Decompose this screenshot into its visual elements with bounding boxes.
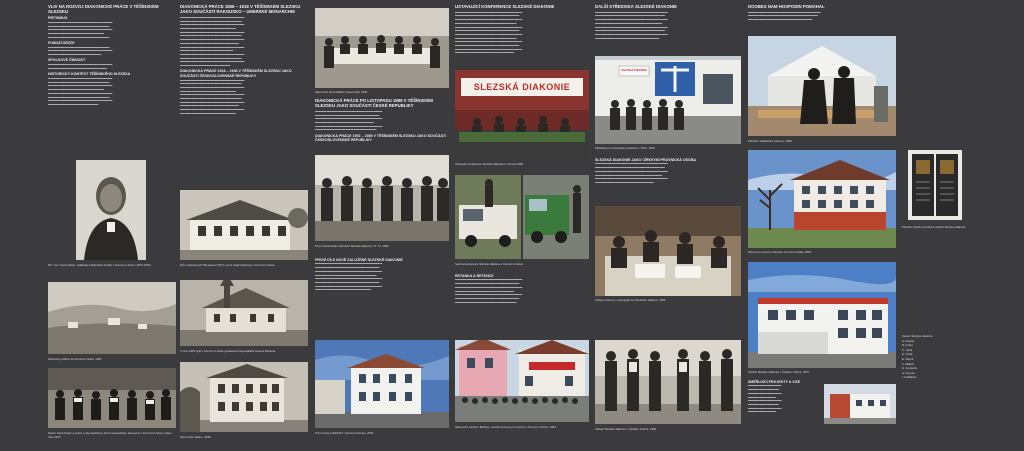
- list-item: C. Janik: [902, 347, 913, 352]
- founding-meeting-photo: [315, 155, 449, 241]
- church-photo: [180, 280, 308, 346]
- text-block: ▬▬▬▬▬▬▬▬▬▬▬▬▬▬▬▬▬▬▬▬▬▬▬▬▬▬ ▬▬▬▬▬▬▬▬▬▬▬▬▬▬▬▬▬▬▬▬▬▬▬▬▬ ▬▬▬▬▬▬▬▬▬▬▬▬▬▬▬▬▬▬▬▬▬▬▬▬▬▬ ▬▬▬▬▬▬▬▬▬▬▬▬▬▬▬▬▬▬▬▬▬▬▬▬ ▬▬▬▬▬▬▬▬▬▬▬▬▬▬▬▬▬▬▬▬▬▬▬▬▬▬ ▬▬▬▬▬▬▬▬▬▬▬▬▬▬▬▬▬▬▬▬▬▬▬▬▬ ▬▬▬▬▬▬▬▬▬▬▬▬▬▬▬▬▬▬▬▬▬▬▬▬▬▬ ▬▬▬▬▬▬▬▬▬▬▬▬▬▬▬▬▬▬▬▬▬▬▬: [595, 9, 668, 40]
- column-3-text: [315, 98, 449, 143]
- sign-text: SLEZSKÁ DIAKONIE: [621, 69, 647, 72]
- section-subtitle: SLEZSKÁ DIAKONIE JAKO CÍRKEVNÍ PRÁVNICKÁ OSOBA: [595, 157, 697, 162]
- column-4: [455, 0, 591, 451]
- column-3-text-2: [315, 256, 449, 292]
- section-title: DALŠÍ STŘEDISKA SLEZSKÉ DIAKONIE: [595, 4, 677, 9]
- photo-caption: Podpis smlouvy o spolupráci se Švédskou diakonií, 1993: [595, 298, 666, 302]
- photo-caption: Domov pro seniory Sarepta, Komorní Lhotka, 2004: [748, 250, 812, 254]
- section-title: DIAKONICKÁ PRÁCE 1856 – 1918 V TĚŠÍNSKÉM SLEZSKU JAKO SOUČÁSTI RAKOUSKO – UHERSKÉ MONARCHIE: [180, 4, 301, 15]
- list-item: F. Wałach: [902, 361, 915, 366]
- list-item: H. Kocyan: [902, 370, 915, 375]
- photo-caption: Pastor Karol Kulisz a sestry s obyvatelstvem před evangelickým domovem v Komorní Lhotce, kolem roku 1910: [48, 431, 172, 439]
- staff-group-photo: [595, 340, 741, 424]
- column-6-text: [748, 4, 896, 22]
- list-item: D. Polok: [902, 352, 913, 357]
- names-list: [902, 334, 966, 380]
- landscape-photo: [48, 282, 176, 354]
- column-5: [595, 0, 743, 451]
- photo-caption: První budova SDIAKO v Komorní Lhotce, 2003: [315, 431, 374, 435]
- photo-caption: Mic. Son. Karol Kulisz, zakladatel diakonické služby v Komorní Lhotce (1873-1940): [48, 263, 151, 267]
- column-1: [48, 0, 178, 451]
- section-subtitle: DIAKONICKÁ PRÁCE 1952 – 1989 V TĚŠÍNSKÉM SLEZSKU JAKO SOUČÁSTI ČESKOSLOVENSKÉ REPUBLIKY: [315, 133, 447, 143]
- portrait-photo: [76, 160, 146, 260]
- list-item: G. Konderla: [902, 366, 917, 371]
- headquarters-photo: [748, 262, 896, 368]
- column-4-text-2: [455, 272, 589, 304]
- column-2: [180, 0, 310, 451]
- column-6: [748, 0, 898, 451]
- section-subtitle: FUNDATORZZE: [48, 40, 75, 45]
- text-block: ▬▬▬▬▬▬▬▬▬▬▬▬▬▬▬▬▬▬▬▬▬▬▬▬▬▬ ▬▬▬▬▬▬▬▬▬▬▬▬▬▬▬▬▬▬▬▬▬▬▬▬▬ ▬▬▬▬▬▬▬▬▬▬▬▬▬▬▬▬▬▬▬▬▬▬▬▬▬▬ ▬▬▬▬▬▬▬▬▬▬▬▬▬▬▬▬▬▬▬▬▬▬▬▬ ▬▬▬▬▬▬▬▬▬▬▬▬▬▬▬▬▬▬▬▬▬▬▬▬▬▬ ▬▬▬▬▬▬▬▬▬▬▬▬▬▬▬▬▬▬▬▬▬: [595, 161, 668, 184]
- text-block: ▬▬▬▬▬▬▬▬▬▬▬▬▬▬▬▬▬▬▬▬▬▬▬ ▬▬▬▬▬▬▬▬▬▬▬▬▬▬▬▬▬▬▬▬▬: [48, 62, 113, 70]
- text-block: ▬▬▬▬▬▬▬▬▬▬▬▬▬▬▬▬▬▬▬▬▬▬ ▬▬▬▬▬▬▬▬▬▬▬▬▬▬▬▬▬▬▬▬▬▬▬ ▬▬▬▬▬▬▬▬▬▬▬▬▬▬▬▬▬▬▬: [48, 44, 113, 57]
- photo-caption: Historický pohled na Komorní Lhotku, 1903: [48, 357, 102, 361]
- plaque-photo: [908, 150, 962, 220]
- column-6-text-2: [748, 378, 818, 414]
- banner-text: SLEZSKÁ DIAKONIE: [473, 82, 571, 92]
- column-7: [902, 0, 968, 451]
- photo-caption: Středisko pro zdravotně postižené v Třinci, 1992: [595, 146, 655, 150]
- betanie-opening-photo: [455, 340, 589, 422]
- column-5-text-2: [595, 156, 741, 185]
- list-item: I. Kadłubiec: [902, 375, 917, 380]
- section-title: DIAKONICKÁ PRÁCE PO LISTOPADU 1989 V TĚŠÍNSKÉM SLEZSKU JAKO SOUČÁSTI ČESKÉ REPUBLIKY: [315, 98, 433, 109]
- list-item: A. Nowak: [902, 338, 914, 343]
- section-subtitle: SMĚŘUJÍCÍ PROJEKTY A VIZE: [748, 379, 801, 384]
- section-subtitle: PRVNÍ CÍLE NOVĚ ZALOŽENÉ SLEZSKÉ DIAKONIE: [315, 257, 403, 262]
- text-block: ▬▬▬▬▬▬▬▬▬▬▬▬▬▬▬▬▬▬▬▬▬▬▬▬ ▬▬▬▬▬▬▬▬▬▬▬▬▬▬▬▬▬▬▬▬▬▬▬ ▬▬▬▬▬▬▬▬▬▬▬▬▬▬▬▬▬▬▬▬▬▬▬▬ ▬▬▬▬▬▬▬▬▬▬▬▬▬▬▬▬▬▬▬▬▬▬ ▬▬▬▬▬▬▬▬▬▬▬▬▬▬▬▬▬▬▬▬▬▬▬▬ ▬▬▬▬▬▬▬▬▬▬▬▬▬▬▬▬▬▬▬▬▬▬▬ ▬▬▬▬▬▬▬▬▬▬▬▬▬▬▬▬▬▬▬▬▬▬▬▬ ▬▬▬▬▬▬▬▬▬▬▬▬▬▬▬▬▬▬▬▬▬▬ ▬▬▬▬▬▬▬▬▬▬▬▬▬▬▬▬▬▬▬▬▬▬▬▬ ▬▬▬▬▬▬▬▬▬▬▬▬▬▬▬▬▬▬▬▬▬▬▬ ▬▬▬▬▬▬▬▬▬▬▬▬▬▬▬▬▬▬▬▬▬▬▬▬ ▬▬▬▬▬▬▬▬▬▬▬▬▬▬▬▬▬▬▬▬▬: [455, 9, 523, 55]
- photo-caption: Sedmá konference Slezské diakonie v Komorní Lhotce: [455, 262, 523, 266]
- text-block: ▬▬▬▬▬▬▬▬▬▬▬▬▬▬▬▬▬▬▬▬▬▬▬▬ ▬▬▬▬▬▬▬▬▬▬▬▬▬▬▬▬▬▬▬▬▬▬▬ ▬▬▬▬▬▬▬▬▬▬▬▬▬▬▬▬▬▬▬▬▬▬▬▬ ▬▬▬▬▬▬▬▬▬▬▬▬▬▬▬▬▬▬▬▬▬ ▬▬▬▬▬▬▬▬▬▬▬▬▬▬▬▬▬▬▬▬▬▬▬▬ ▬▬▬▬▬▬▬▬▬▬▬▬▬▬▬▬▬▬▬▬▬▬▬ ▬▬▬▬▬▬▬▬▬▬▬▬▬▬▬▬▬▬▬▬▬▬: [455, 277, 523, 304]
- column-1-text: [48, 4, 176, 107]
- ceremony-photo: [748, 36, 896, 136]
- section-subtitle: SPOLKOVÉ ČINNOST: [48, 58, 86, 63]
- text-block: ▬▬▬▬▬▬▬▬▬▬▬▬▬▬▬▬▬▬▬▬▬▬▬ ▬▬▬▬▬▬▬▬▬▬▬▬▬▬▬▬▬▬▬▬▬▬ ▬▬▬▬▬▬▬▬▬▬▬▬▬▬▬▬▬▬▬▬▬▬▬ ▬▬▬▬▬▬▬▬▬▬▬▬▬▬▬▬▬▬▬▬ ▬▬▬▬▬▬▬▬▬▬▬▬▬▬▬▬▬▬▬▬▬▬▬ ▬▬▬▬▬▬▬▬▬▬▬▬▬▬▬▬▬▬▬▬▬▬ ▬▬▬▬▬▬▬▬▬▬▬▬▬▬▬▬▬▬▬▬▬▬▬ ▬▬▬▬▬▬▬▬▬▬▬▬▬▬▬▬▬▬▬▬▬ ▬▬▬▬▬▬▬▬▬▬▬▬▬▬▬▬▬▬▬▬▬▬▬ ▬▬▬▬▬▬▬▬▬▬▬▬▬▬▬▬▬▬▬ ▬▬▬▬▬▬▬▬▬▬▬▬▬▬▬▬▬▬▬▬▬▬▬ ▬▬▬▬▬▬▬▬▬▬▬▬▬▬▬▬▬▬▬▬▬▬ ▬▬▬▬▬▬▬▬▬▬▬▬▬▬▬▬▬▬▬▬▬▬▬ ▬▬▬▬▬▬▬▬▬▬▬▬▬▬▬▬▬▬: [180, 14, 245, 68]
- photo-caption: Dům připravených (Betesda) (1877), první objekt Diakonie v Komorní Lhotce: [180, 263, 275, 267]
- hospital-photo: [180, 362, 308, 432]
- column-5-text: [595, 4, 741, 40]
- list-heading: Vedení Slezské diakonie: [902, 334, 933, 338]
- photo-caption: Ustavující konference Slezské diakonie 2. března 1990: [455, 162, 524, 166]
- photo-caption: První shromáždění sdružení Slezská diakonie, 27. 11. 1990: [315, 244, 389, 248]
- truck-photo: [523, 175, 589, 259]
- section-title: VLIV NA ROZVOJ DIAKONICKÉ PRÁCE V TĚŠÍNSKÉM SLEZSKU: [48, 4, 159, 15]
- photo-caption: Slavnostní shromáždění pracovníků, 1935: [315, 90, 368, 94]
- section-subtitle: RETANKA A RETENCE: [455, 273, 494, 278]
- text-block: ▬▬▬▬▬▬▬▬▬▬▬▬▬▬▬▬▬▬▬▬▬▬▬ ▬▬▬▬▬▬▬▬▬▬▬▬▬▬▬▬▬▬▬▬▬▬ ▬▬▬▬▬▬▬▬▬▬▬▬▬▬▬▬▬▬▬▬▬▬▬ ▬▬▬▬▬▬▬▬▬▬▬▬▬▬▬▬▬▬▬▬ ▬▬▬▬▬▬▬▬▬▬▬▬▬▬▬▬▬▬▬▬▬▬▬ ▬▬▬▬▬▬▬▬▬▬▬▬▬▬▬▬▬▬▬▬▬▬ ▬▬▬▬▬▬▬▬▬▬▬▬▬▬▬▬▬▬▬▬▬▬▬ ▬▬▬▬▬▬▬▬▬▬▬▬▬▬▬▬▬▬▬▬▬ ▬▬▬▬▬▬▬▬▬▬▬▬▬▬▬▬▬▬▬▬▬▬▬ ▬▬▬▬▬▬▬▬▬▬▬▬▬▬▬▬▬▬▬▬: [180, 77, 245, 115]
- text-block: ▬▬▬▬▬▬▬▬▬▬▬▬▬▬▬▬▬▬▬▬▬▬▬▬ ▬▬▬▬▬▬▬▬▬▬▬▬▬▬▬▬▬▬▬▬▬▬▬ ▬▬▬▬▬▬▬▬▬▬▬▬▬▬▬▬▬▬▬▬▬▬▬▬ ▬▬▬▬▬▬▬▬▬▬▬▬▬▬▬▬▬▬▬▬▬▬ ▬▬▬▬▬▬▬▬▬▬▬▬▬▬▬▬▬▬▬▬▬▬▬▬ ▬▬▬▬▬▬▬▬▬▬▬▬▬▬▬▬▬▬▬▬▬▬▬ ▬▬▬▬▬▬▬▬▬▬▬▬▬▬▬▬▬▬▬▬▬▬▬▬ ▬▬▬▬▬▬▬▬▬▬▬▬▬▬▬▬▬▬▬▬: [315, 261, 383, 292]
- first-building-photo: [315, 340, 449, 428]
- meeting-photo: [315, 8, 449, 88]
- section-title: USTAVUJÍCÍ KONFERENCE SLEZSKÉ DIAKONIE: [455, 4, 555, 9]
- signing-photo: [595, 206, 741, 296]
- column-4-text: [455, 4, 589, 55]
- column-2-text: [180, 4, 308, 116]
- text-block: ▬▬▬▬▬▬▬▬▬▬▬▬▬▬▬▬▬▬▬▬▬▬▬ ▬▬▬▬▬▬▬▬▬▬▬▬▬▬▬▬▬▬▬▬▬▬ ▬▬▬▬▬▬▬▬▬▬▬▬▬▬▬▬▬▬▬▬▬▬▬ ▬▬▬▬▬▬▬▬▬▬▬▬▬▬▬▬▬▬▬▬ ▬▬▬▬▬▬▬▬▬▬▬▬▬▬▬▬▬▬▬▬▬▬: [48, 19, 113, 39]
- building-photo: [180, 190, 308, 260]
- column-3: [315, 0, 451, 451]
- photo-caption: Ústředí Slezské diakonie v Českém Těšíně, 2007: [748, 370, 810, 374]
- photo-caption: Nemocnice Salem, 1938: [180, 435, 211, 439]
- photo-caption: Položení základního kamene, 1999: [748, 139, 792, 143]
- photo-caption: Ústředí Slezské diakonie v Českém Těšíně, 1996: [595, 427, 657, 431]
- section-subtitle: DIAKONICKÁ PRÁCE 1918 – 1938 V TĚŠÍNSKÉM SLEZSKU JAKO SOUČÁSTI ČESKOSLOVENSKÉ REPUBLIKY: [180, 69, 292, 78]
- list-item: E. Sikora: [902, 356, 914, 361]
- sarepta-photo: [748, 150, 896, 248]
- photo-caption: Pamětní deska na budově ústředí Slezské diakonie: [902, 225, 966, 229]
- photo-caption: V roce 1929 byla v Komorní Lhotce postavena hospodářská budova Betesda: [180, 349, 276, 353]
- van-photo: [455, 175, 521, 259]
- list-item: B. Kulisz: [902, 343, 913, 348]
- text-block: ▬▬▬▬▬▬▬▬▬▬▬▬▬▬▬▬▬▬▬▬▬▬▬ ▬▬▬▬▬▬▬▬▬▬▬▬▬▬▬▬▬▬▬▬▬▬ ▬▬▬▬▬▬▬▬▬▬▬▬▬▬▬▬▬▬▬▬▬▬▬ ▬▬▬▬▬▬▬▬▬▬▬▬▬▬▬▬▬▬▬▬ ▬▬▬▬▬▬▬▬▬▬▬▬▬▬▬▬▬▬▬▬▬▬▬ ▬▬▬▬▬▬▬▬▬▬▬▬▬▬▬▬▬▬▬▬▬▬ ▬▬▬▬▬▬▬▬▬▬▬▬▬▬▬▬▬▬▬▬▬▬▬ ▬▬▬▬▬▬▬▬▬▬▬▬▬▬▬▬▬▬: [48, 76, 113, 106]
- photo-caption: Slavnostní otevření Betanie, nového domova pro seniory v Komorní Lhotce, 1994: [455, 425, 556, 429]
- text-block: ▬▬▬▬▬▬▬▬▬▬▬▬▬▬▬▬▬▬▬▬▬▬▬▬▬▬ ▬▬▬▬▬▬▬▬▬▬▬▬▬▬▬▬▬▬▬▬▬▬▬▬▬ ▬▬▬▬▬▬▬▬▬▬▬▬▬▬▬▬▬▬▬▬▬▬▬: [748, 9, 821, 22]
- section-subtitle: HISTORICKÝ KONTEXT TĚŠÍNSKÉHO SLEZSKA: [48, 72, 131, 77]
- new-building-photo: [824, 384, 896, 424]
- text-block: ▬▬▬▬▬▬▬▬▬▬▬▬ ▬▬▬▬▬▬▬▬▬▬▬ ▬▬▬▬▬▬▬▬▬▬▬▬ ▬▬▬▬▬▬▬▬▬▬ ▬▬▬▬▬▬▬▬▬▬▬▬ ▬▬▬▬▬▬▬▬▬▬▬ ▬▬▬▬▬▬▬▬▬▬▬▬ ▬▬▬▬▬▬▬▬▬▬: [748, 383, 782, 414]
- section-subtitle: PIETISMUS: [48, 15, 68, 20]
- group-photo: [48, 368, 176, 428]
- section-title: DOOBES NAM HOSPODIN POMÁHAL: [748, 4, 825, 9]
- centre-building-photo: [595, 56, 741, 144]
- text-block: ▬▬▬▬▬▬▬▬▬▬▬▬▬▬▬▬▬▬▬▬▬▬▬▬ ▬▬▬▬▬▬▬▬▬▬▬▬▬▬▬▬▬▬▬▬▬▬▬ ▬▬▬▬▬▬▬▬▬▬▬▬▬▬▬▬▬▬▬▬▬▬▬▬ ▬▬▬▬▬▬▬▬▬▬▬▬▬▬▬▬▬▬▬▬▬ ▬▬▬▬▬▬▬▬▬▬▬▬▬▬▬▬▬▬▬▬▬▬▬▬ ▬▬▬▬▬▬▬▬▬▬▬▬▬▬▬▬▬▬▬▬▬▬: [315, 108, 383, 132]
- conference-stage-photo: [455, 70, 589, 160]
